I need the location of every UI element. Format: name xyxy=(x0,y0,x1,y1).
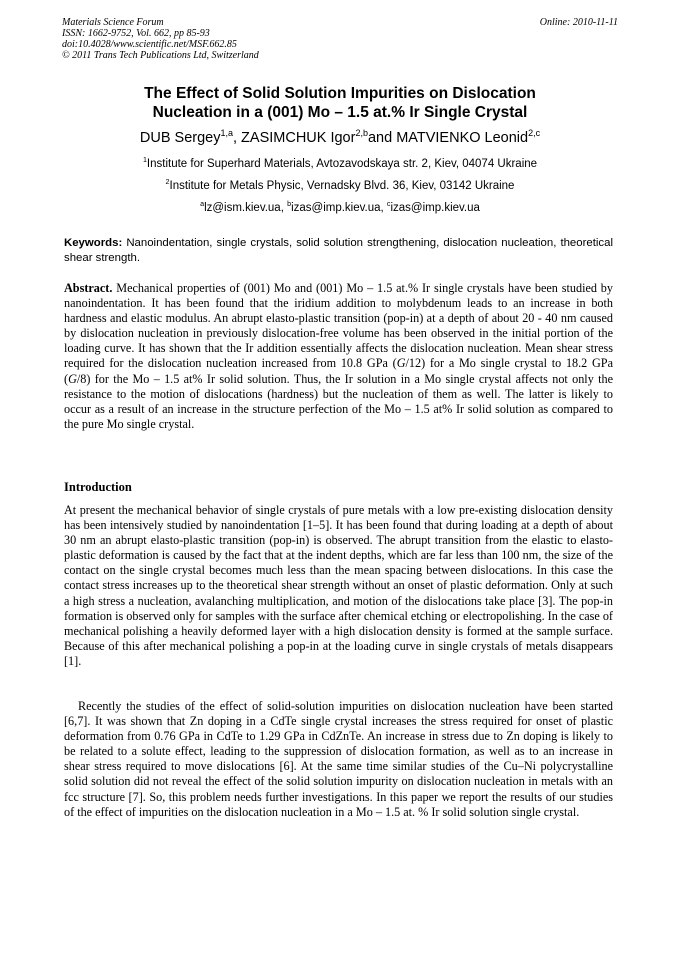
copyright-line: © 2011 Trans Tech Publications Ltd, Switzerland xyxy=(62,50,259,61)
paper-title xyxy=(62,84,618,122)
affiliation-2 xyxy=(62,179,618,193)
author-2-affiliation: 2,b xyxy=(355,128,368,139)
shear-modulus-symbol-1: G xyxy=(396,356,406,371)
introduction-paragraph-2: Recently the studies of the effect of solid-solution impurities on dislocation nucleation have been started [6,7]. It was shown that Zn doping in a CdTe single crystal increases the stress required for onset of plastic deformation from 0.76 GPa in CdTe to 1.29 GPa in CdZnTe. An increase in stress due to Zn doping is likely to be related to a solute effect, leading to the suppression of dislocation formation, as well as to an increase in shear stress required to move dislocations [6]. At the same time similar studies of the Cu–Ni polycrystalline solid solution did not reveal the effect of the solid solution impurity on dislocation nucleation in metals with an fcc structure [7]. So, this problem needs further investigations. In this paper we report the results of our studies of the effect of impurities on the dislocation nucleation in a Mo – 1.5 at. % Ir solid solution single crystal. xyxy=(64,699,613,819)
email-b[interactable]: izas@imp.kiev.ua, xyxy=(291,202,387,214)
email-a[interactable]: lz@ism.kiev.ua, xyxy=(204,202,288,214)
affiliation-2-mark: 2 xyxy=(165,178,170,187)
introduction-heading: Introduction xyxy=(64,480,132,494)
online-date: Online: 2010-11-11 xyxy=(539,17,618,28)
journal-header xyxy=(62,17,618,61)
affiliation-1-mark: 1 xyxy=(142,156,147,165)
email-a-mark: a xyxy=(200,200,205,209)
issn-line: ISSN: 1662-9752, Vol. 662, pp 85-93 xyxy=(62,28,210,39)
title-line-1: The Effect of Solid Solution Impurities on Dislocation xyxy=(144,85,536,102)
title-line-2: Nucleation in a (001) Mo – 1.5 at.% Ir Single Crystal xyxy=(152,104,528,121)
introduction-paragraph-1: At present the mechanical behavior of single crystals of pure metals with a low pre-existing dislocation density has been intensively studied by nanoindentation [1–5]. It has been found that during loading at a depth of about 30 nm an abrupt elasto-plastic transition (pop-in) is observed. The abrupt transition from the elastic to elasto-plastic deformation is caused by the fact that at the indent depths, which are far less than 100 nm, the size of the contact on the single crystal becomes much less than the mean spacing between dislocations. In this case the contact stress increases up to the theoretical shear strength without an onset of plastic deformation. Only at such a high stress a nucleation, avalanching multiplication, and motion of the dislocations take place [3]. The pop-in formation is observed only for samples with the surface after chemical etching or electropolishing. In the case of mechanical polishing a heavily deformed layer with a high dislocation density is formed at the sample surface. Because of this after mechanical polishing a pop-in at the loading curve in single crystals of metals disappears [1]. xyxy=(64,503,613,668)
affiliation-2-text: Institute for Metals Physic, Vernadsky Blvd. 36, Kiev, 03142 Ukraine xyxy=(169,180,515,192)
author-list xyxy=(62,129,618,147)
keywords-label: Keywords: xyxy=(64,237,123,249)
doi-line: doi:10.4028/www.scientific.net/MSF.662.85 xyxy=(62,39,237,50)
author-2-name: ZASIMCHUK Igor xyxy=(241,130,356,146)
affiliation-1 xyxy=(62,157,618,171)
email-line xyxy=(62,201,618,215)
keywords-text: Nanoindentation, single crystals, solid solution strengthening, dislocation nucleation, theoretical shear strength. xyxy=(64,237,613,264)
abstract-text-1: Mechanical properties of (001) Mo and (001) Mo – 1.5 at.% Ir single crystals have been studied by nanoindentation. It has been found that the iridium addition to molybdenum leads to an increase in both hardness and elastic modulus. An abrupt elasto-plastic transition (pop-in) at a depth of about 20 - 40 nm caused by dislocation nucleation in previously dislocation-free volume has been observed in the initial portion of the loading curve. It has shown that the Ir addition essentially affects the dislocation nucleation. Mean shear stress required for the dislocation nucleation increased from 10.8 GPa ( xyxy=(64,281,613,371)
journal-name: Materials Science Forum xyxy=(62,17,164,28)
email-c[interactable]: izas@imp.kiev.ua xyxy=(390,202,480,214)
abstract-block xyxy=(64,281,613,432)
author-separator: , xyxy=(232,130,242,146)
email-b-mark: b xyxy=(287,200,292,209)
email-c-mark: c xyxy=(386,200,391,209)
author-3-affiliation: 2,c xyxy=(528,128,541,139)
shear-modulus-symbol-2: G xyxy=(68,371,77,386)
author-3-name: and MATVIENKO Leonid xyxy=(367,130,529,146)
affiliation-1-text: Institute for Superhard Materials, Avtozavodskaya str. 2, Kiev, 04074 Ukraine xyxy=(146,158,538,170)
author-1-name: DUB Sergey xyxy=(139,130,221,146)
abstract-label: Abstract. xyxy=(64,281,113,295)
abstract-text-3: /8) for the Mo – 1.5 at% Ir solid solution. Thus, the Ir solution in a Mo single crystal affects not only the resistance to the motion of dislocations (hardness) but the nucleation of them as well. The latter is likely to occur as a result of an increase in the structure perfection of the Mo – 1.5 at% Ir solid solution as compared to the pure Mo single crystal. xyxy=(64,371,613,431)
keywords-block xyxy=(64,236,613,266)
author-1-affiliation: 1,a xyxy=(220,128,233,139)
abstract-text-2: /12) for a Mo single crystal to 18.2 GPa ( xyxy=(64,356,613,386)
